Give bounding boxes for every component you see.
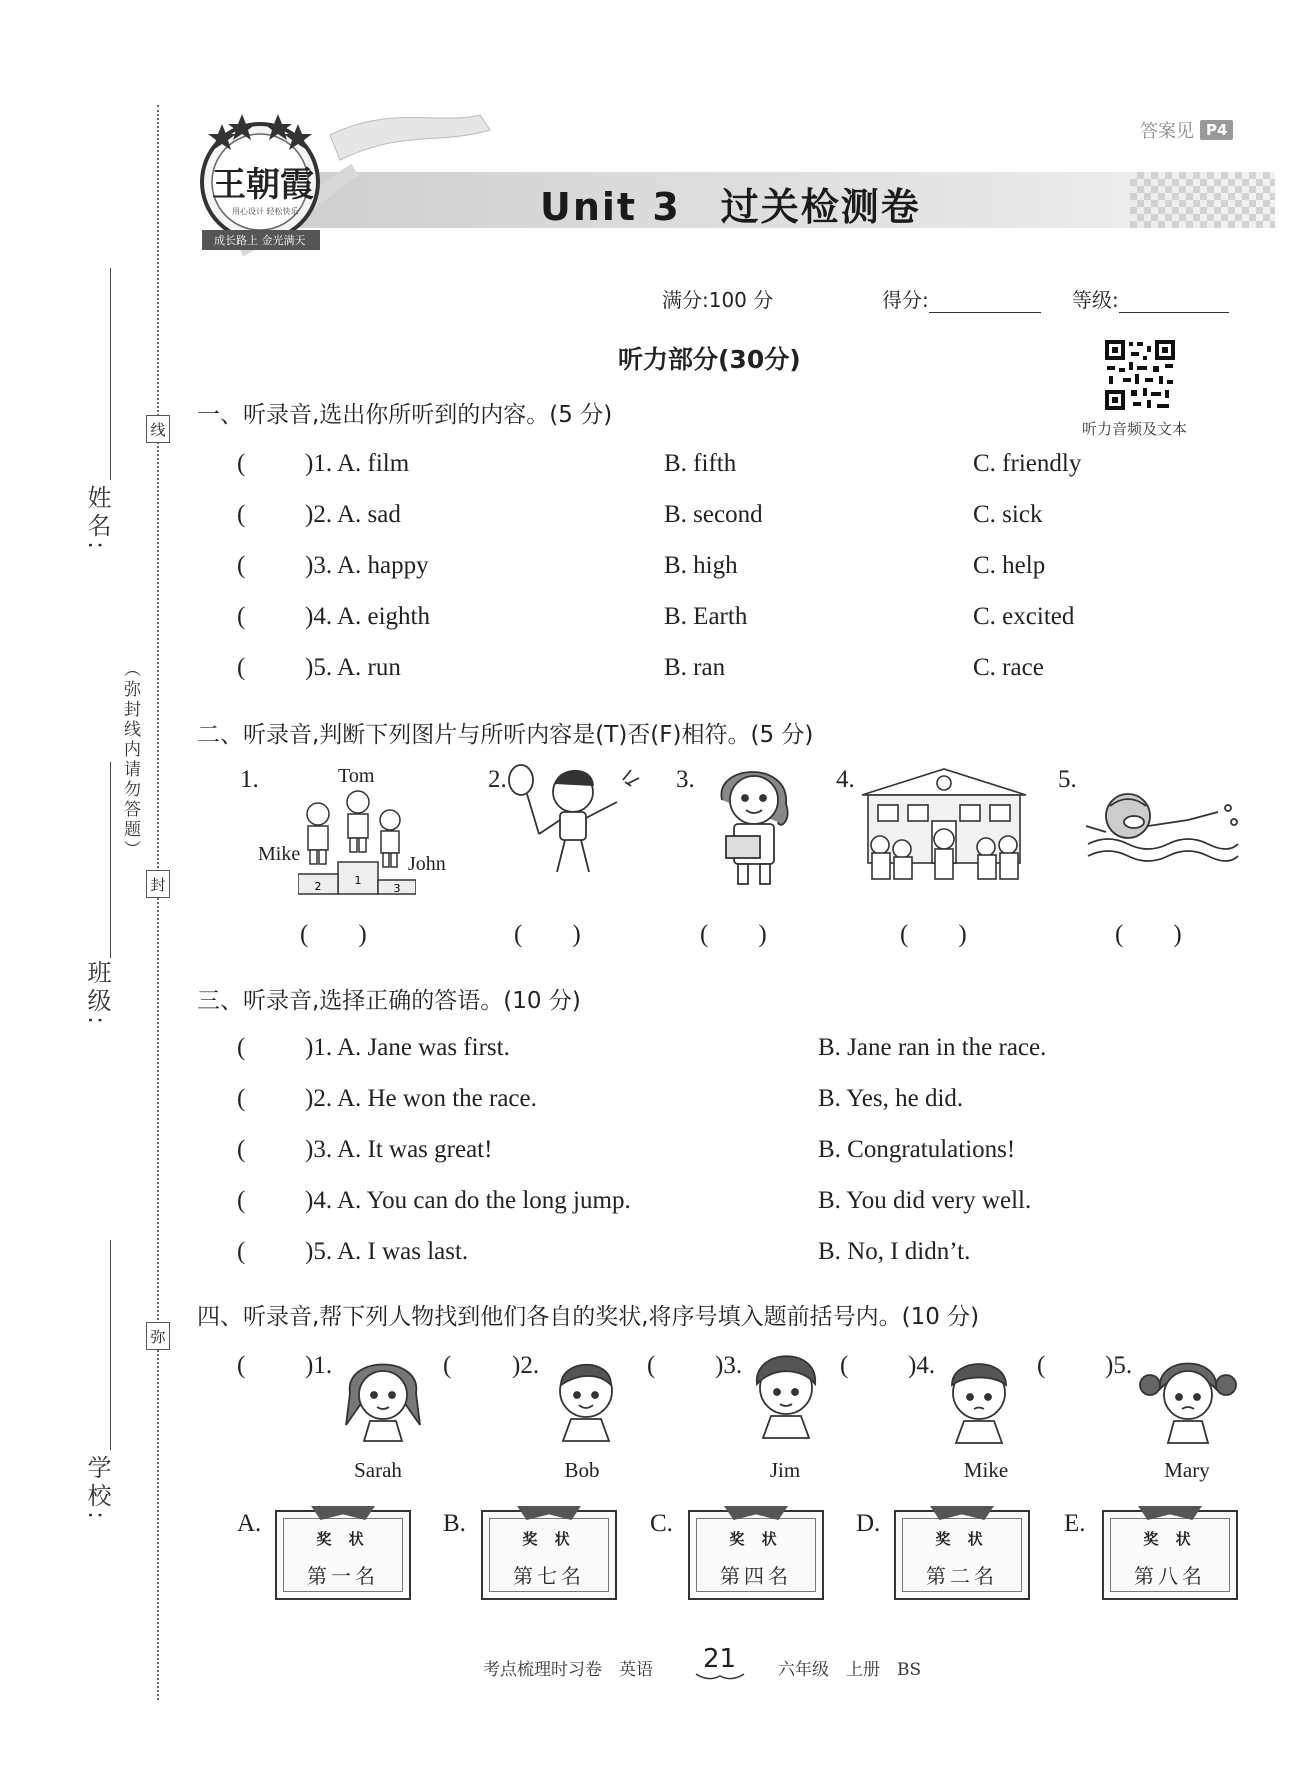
- swimmer-picture: [1078, 782, 1242, 872]
- s1-q1-a: )1. A. film: [305, 450, 410, 477]
- school-label: 学校:: [83, 1455, 111, 1524]
- listening-title: 听力部分(30分): [618, 345, 801, 374]
- s1-q1-c: C. friendly: [973, 450, 1082, 477]
- qr-code-icon[interactable]: [1103, 338, 1177, 412]
- qr-caption: 听力音频及文本: [1082, 420, 1188, 438]
- s3-q4-a: )4. A. You can do the long jump.: [305, 1187, 631, 1214]
- s1-q2-c: C. sick: [973, 501, 1043, 528]
- class-field[interactable]: [110, 762, 111, 958]
- s3-q5-a: )5. A. I was last.: [305, 1238, 469, 1265]
- s3-q4-b: B. You did very well.: [818, 1187, 1032, 1214]
- podium-name-mike: Mike: [258, 843, 301, 865]
- s1-q3-b: B. high: [664, 552, 738, 579]
- name-bob: Bob: [564, 1458, 600, 1482]
- certificate-b: 奖 状 第七名: [481, 1510, 617, 1600]
- margin-mark-xian: 线: [146, 415, 170, 443]
- certificate-d: 奖 状 第二名: [894, 1510, 1030, 1600]
- score-field: 得分:: [882, 284, 1041, 313]
- section4-heading: 四、听录音,帮下列人物找到他们各自的奖状,将序号填入题前括号内。(10 分): [197, 1304, 980, 1330]
- page-number: 21: [703, 1644, 737, 1674]
- s1-q3-c: C. help: [973, 552, 1046, 579]
- s3-q2-a: )2. A. He won the race.: [305, 1085, 537, 1112]
- podium-name-tom: Tom: [338, 765, 375, 787]
- banner-checker-pattern: [1130, 172, 1275, 228]
- name-mike: Mike: [963, 1458, 1009, 1482]
- s1-q5-c: C. race: [973, 654, 1044, 681]
- podium-picture: [298, 788, 416, 896]
- s2-answer-5[interactable]: ( ): [1115, 921, 1182, 948]
- s1-q1-b: B. fifth: [664, 450, 737, 477]
- section3-heading: 三、听录音,选择正确的答语。(10 分): [197, 988, 581, 1014]
- class-label: 班级:: [83, 960, 111, 1029]
- bob-portrait: [543, 1345, 629, 1445]
- s1-q2-a: )2. A. sad: [305, 501, 401, 528]
- s3-q2-b: B. Yes, he did.: [818, 1085, 964, 1112]
- svg-text:成长路上 金光满天: 成长路上 金光满天: [214, 234, 306, 247]
- girl-with-gift-picture: [700, 760, 810, 888]
- certificate-a: 奖 状 第一名: [275, 1510, 411, 1600]
- badminton-boy-picture: [505, 762, 645, 882]
- s2-answer-3[interactable]: ( ): [700, 921, 767, 948]
- name-sarah: Sarah: [354, 1458, 402, 1482]
- margin-mark-mi: 弥: [146, 1322, 170, 1350]
- answer-page-badge: P4: [1200, 120, 1233, 140]
- svg-text:1: 1: [354, 874, 362, 887]
- s1-q5-a: )5. A. run: [305, 654, 401, 681]
- s1-q2-b: B. second: [664, 501, 763, 528]
- footer-left: 考点梳理时习卷 英语: [483, 1660, 653, 1680]
- full-score: 满分:100 分: [662, 288, 774, 312]
- name-mary: Mary: [1164, 1458, 1210, 1482]
- brand-name: 王朝霞: [212, 165, 314, 205]
- svg-text:2: 2: [314, 880, 322, 893]
- svg-text:用心设计 轻松快乐: 用心设计 轻松快乐: [232, 207, 299, 216]
- school-building-picture: [858, 765, 1030, 887]
- seal-note: （弥封线内请勿答题）: [120, 660, 140, 860]
- s1-q5-b: B. ran: [664, 654, 726, 681]
- s1-q4-c: C. excited: [973, 603, 1075, 630]
- certificate-e: 奖 状 第八名: [1102, 1510, 1238, 1600]
- svg-text:3: 3: [393, 882, 401, 895]
- s2-answer-1[interactable]: ( ): [300, 921, 367, 948]
- jim-portrait: [743, 1338, 829, 1442]
- grade-field: 等级:: [1072, 284, 1229, 313]
- page-title: Unit 3 过关检测卷: [540, 185, 921, 229]
- margin-mark-feng: 封: [146, 870, 170, 898]
- section1-heading: 一、听录音,选出你所听到的内容。(5 分): [197, 402, 613, 428]
- name-label: 姓名:: [83, 485, 111, 554]
- footer-right: 六年级 上册 BS: [778, 1660, 922, 1680]
- mary-portrait: [1138, 1345, 1238, 1445]
- s3-q1-a: )1. A. Jane was first.: [305, 1034, 510, 1061]
- binding-dotted-line: [157, 105, 159, 1700]
- s1-q3-a: )3. A. happy: [305, 552, 429, 579]
- s2-answer-4[interactable]: ( ): [900, 921, 967, 948]
- mike-portrait: [936, 1345, 1022, 1445]
- certificate-c: 奖 状 第四名: [688, 1510, 824, 1600]
- section2-heading: 二、听录音,判断下列图片与所听内容是(T)否(F)相符。(5 分): [197, 722, 814, 748]
- s3-q3-b: B. Congratulations!: [818, 1136, 1016, 1163]
- podium-name-john: John: [408, 853, 446, 875]
- s3-q3-a: )3. A. It was great!: [305, 1136, 493, 1163]
- school-field[interactable]: [110, 1240, 111, 1450]
- page-number-book-icon: [694, 1672, 746, 1684]
- s2-answer-2[interactable]: ( ): [514, 921, 581, 948]
- name-field[interactable]: [110, 268, 111, 480]
- s3-q5-b: B. No, I didn’t.: [818, 1238, 971, 1265]
- s1-q4-b: B. Earth: [664, 603, 748, 630]
- s3-q1-b: B. Jane ran in the race.: [818, 1034, 1047, 1061]
- name-jim: Jim: [769, 1458, 801, 1482]
- brand-logo: [180, 100, 520, 260]
- answer-reference: 答案见 P4: [1140, 117, 1233, 143]
- s1-q4-a: )4. A. eighth: [305, 603, 430, 630]
- sarah-portrait: [340, 1345, 426, 1445]
